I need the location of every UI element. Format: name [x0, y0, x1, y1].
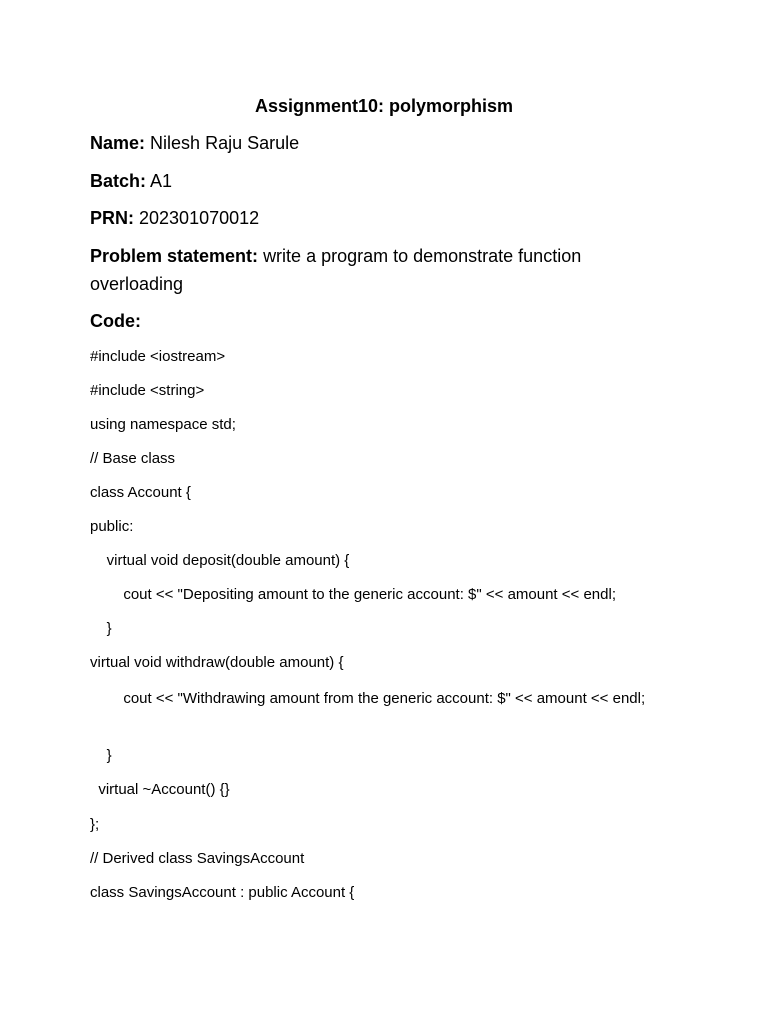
prn-label: PRN:: [90, 208, 134, 228]
batch-value: A1: [150, 171, 173, 191]
name-field: [90, 129, 690, 157]
code-line: };: [90, 816, 100, 833]
code-line: virtual ~Account() {}: [90, 781, 230, 798]
code-line: }: [90, 747, 112, 764]
batch-label: Batch:: [90, 171, 147, 191]
code-line: cout << "Depositing amount to the generic account: $" << amount << endl;: [90, 586, 616, 603]
batch-field: [90, 167, 690, 195]
problem-label: Problem statement:: [90, 246, 259, 266]
page-title: Assignment10: polymorphism: [254, 96, 514, 116]
code-heading: [90, 307, 690, 335]
code-label: Code:: [90, 311, 141, 331]
code-line: #include <string>: [90, 382, 205, 399]
prn-field: [90, 204, 690, 232]
code-line: cout << "Withdrawing amount from the generic account: $" << amount << endl;: [90, 690, 646, 707]
code-line: class SavingsAccount : public Account {: [90, 884, 355, 901]
code-line: }: [90, 620, 112, 637]
code-line: // Base class: [90, 450, 176, 467]
code-line: #include <iostream>: [90, 348, 226, 365]
code-line: public:: [90, 518, 134, 535]
code-line: using namespace std;: [90, 416, 236, 433]
prn-value: 202301070012: [139, 208, 260, 228]
code-line: class Account {: [90, 484, 191, 501]
problem-value: write a program to demonstrate function overloading: [90, 246, 582, 294]
code-line: // Derived class SavingsAccount: [90, 850, 305, 867]
code-line: virtual void withdraw(double amount) {: [90, 654, 344, 671]
name-value: Nilesh Raju Sarule: [150, 133, 300, 153]
name-label: Name:: [90, 133, 146, 153]
code-line: virtual void deposit(double amount) {: [90, 552, 350, 569]
problem-statement: [90, 242, 630, 298]
